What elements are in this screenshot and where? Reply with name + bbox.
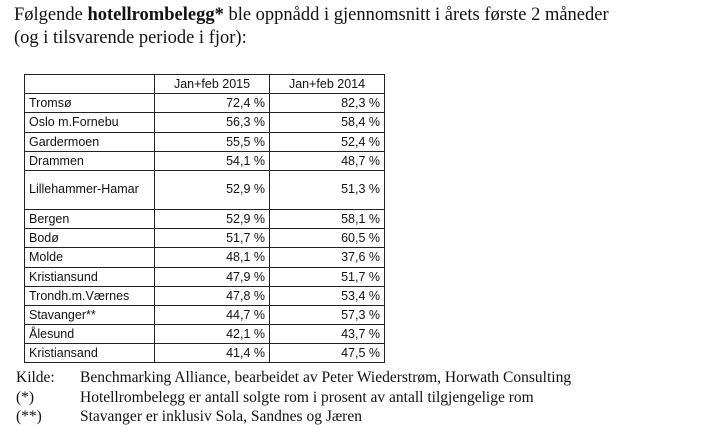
footnote-text: Benchmarking Alliance, bearbeidet av Peter Wiederstrøm, Horwath Consulting — [80, 369, 572, 386]
value-2015-cell: 55,5 % — [155, 132, 270, 151]
city-cell: Tromsø — [25, 94, 155, 113]
table-row — [25, 344, 385, 363]
value-2015-cell: 72,4 % — [155, 94, 270, 113]
value-2014-cell: 58,1 % — [270, 209, 385, 228]
table-row — [25, 248, 385, 267]
footnote-text: Stavanger er inklusiv Sola, Sandnes og Jæren — [80, 408, 362, 425]
table-row — [25, 151, 385, 170]
table-row — [25, 229, 385, 248]
table-row — [25, 267, 385, 286]
table-row — [25, 113, 385, 132]
value-2015-cell: 44,7 % — [155, 305, 270, 324]
intro-paragraph — [14, 4, 704, 50]
value-2014-cell: 53,4 % — [270, 286, 385, 305]
header-corner — [25, 75, 155, 94]
city-cell: Bodø — [25, 229, 155, 248]
table-row — [25, 132, 385, 151]
occupancy-table — [24, 74, 385, 363]
city-cell: Molde — [25, 248, 155, 267]
intro-bold-term: hotellrombelegg* — [87, 5, 224, 25]
value-2014-cell: 60,5 % — [270, 229, 385, 248]
value-2014-cell: 82,3 % — [270, 94, 385, 113]
value-2014-cell: 51,3 % — [270, 170, 385, 209]
value-2014-cell: 37,6 % — [270, 248, 385, 267]
city-cell: Trondh.m.Værnes — [25, 286, 155, 305]
table-header-row — [25, 75, 385, 94]
footnote-key: (**) — [16, 408, 42, 425]
value-2015-cell: 41,4 % — [155, 344, 270, 363]
city-cell: Kristiansund — [25, 267, 155, 286]
city-cell: Stavanger** — [25, 305, 155, 324]
value-2015-cell: 47,9 % — [155, 267, 270, 286]
value-2014-cell: 47,5 % — [270, 344, 385, 363]
city-cell: Bergen — [25, 209, 155, 228]
table-row — [25, 170, 385, 209]
value-2015-cell: 47,8 % — [155, 286, 270, 305]
city-cell: Oslo m.Fornebu — [25, 113, 155, 132]
footnote-source — [16, 368, 571, 388]
table-row — [25, 286, 385, 305]
intro-line-1 — [14, 4, 704, 27]
value-2015-cell: 52,9 % — [155, 209, 270, 228]
city-cell: Ålesund — [25, 325, 155, 344]
header-2015: Jan+feb 2015 — [155, 75, 270, 94]
value-2014-cell: 43,7 % — [270, 325, 385, 344]
intro-suffix: ble oppnådd i gjennomsnitt i årets første 2 måneder — [223, 5, 609, 25]
value-2015-cell: 48,1 % — [155, 248, 270, 267]
table-row — [25, 325, 385, 344]
value-2015-cell: 42,1 % — [155, 325, 270, 344]
header-2014: Jan+feb 2014 — [270, 75, 385, 94]
value-2015-cell: 54,1 % — [155, 151, 270, 170]
table-row — [25, 209, 385, 228]
table-body — [25, 94, 385, 363]
value-2014-cell: 58,4 % — [270, 113, 385, 132]
footnote-double-asterisk — [16, 407, 571, 427]
footnote-asterisk — [16, 388, 571, 408]
footnote-key: Kilde: — [16, 369, 55, 386]
table-row — [25, 94, 385, 113]
value-2015-cell: 56,3 % — [155, 113, 270, 132]
intro-prefix: Følgende — [14, 5, 88, 25]
value-2014-cell: 51,7 % — [270, 267, 385, 286]
value-2015-cell: 52,9 % — [155, 170, 270, 209]
value-2015-cell: 51,7 % — [155, 229, 270, 248]
intro-line-2: (og i tilsvarende periode i fjor): — [14, 28, 247, 48]
city-cell: Gardermoen — [25, 132, 155, 151]
value-2014-cell: 57,3 % — [270, 305, 385, 324]
footnote-key: (*) — [16, 388, 35, 406]
value-2014-cell: 48,7 % — [270, 151, 385, 170]
city-cell: Kristiansand — [25, 344, 155, 363]
city-cell: Drammen — [25, 151, 155, 170]
footnote-text: Hotellrombelegg er antall solgte rom i prosent av antall tilgjengelige rom — [80, 388, 534, 406]
footnotes — [16, 368, 571, 427]
value-2014-cell: 52,4 % — [270, 132, 385, 151]
city-cell: Lillehammer-Hamar — [25, 170, 155, 209]
table-row — [25, 305, 385, 324]
